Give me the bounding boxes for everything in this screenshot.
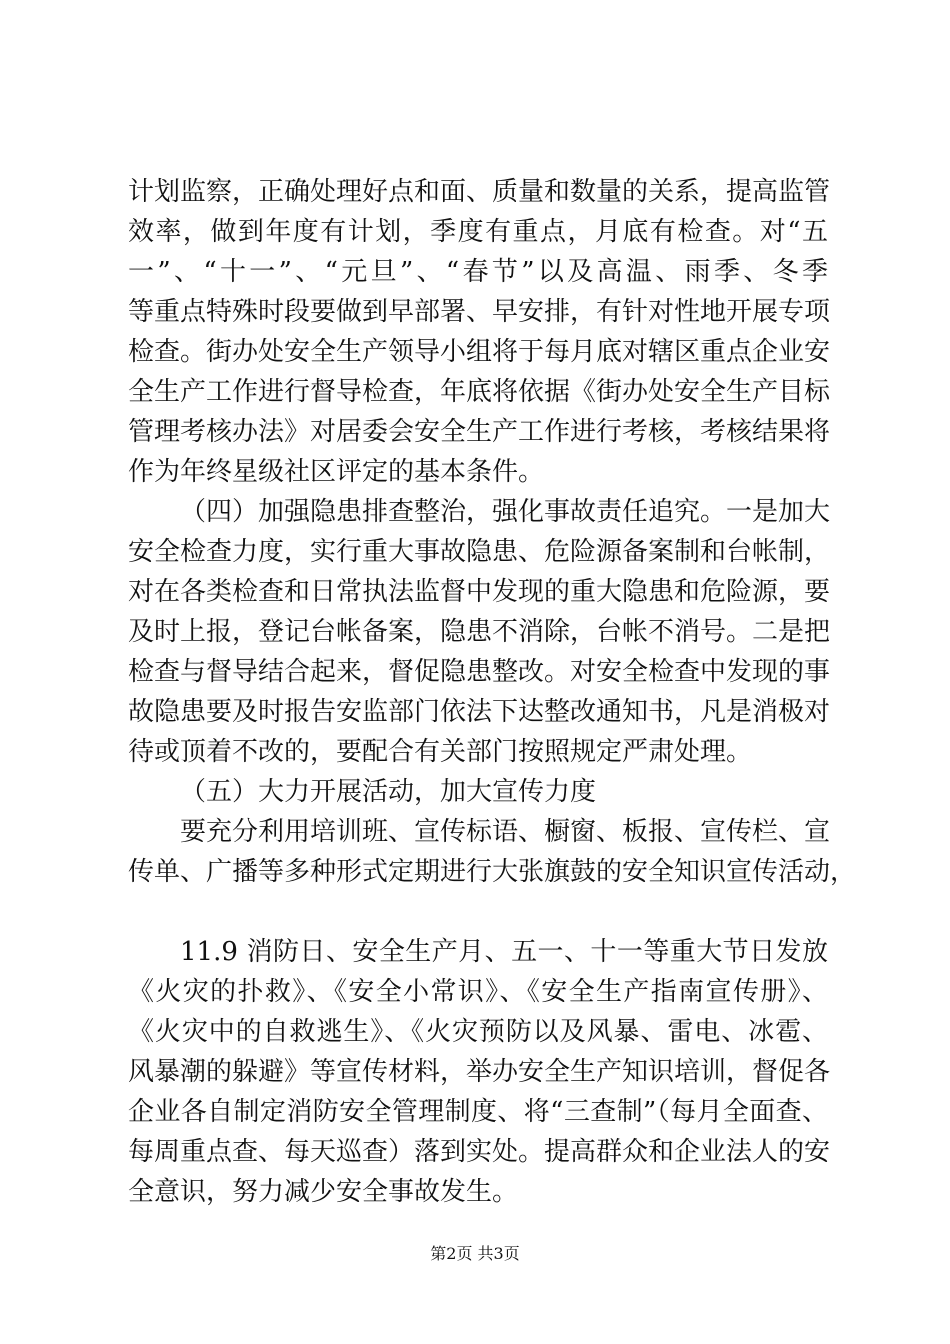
text-line: 11.9 消防日、安全生产月、五一、十一等重大节日发放 — [180, 937, 828, 967]
text-line: 全生产工作进行督导检查，年底将依据《街办处安全生产目标 — [128, 377, 831, 407]
text-line: 及时上报，登记台帐备案，隐患不消除，台帐不消号。二是把 — [128, 617, 831, 647]
text-line: 管理考核办法》对居委会安全生产工作进行考核，考核结果将 — [128, 417, 831, 447]
text-line: 每周重点查、每天巡查）落到实处。提高群众和企业法人的安 — [128, 1137, 831, 1167]
text-line: 待或顶着不改的，要配合有关部门按照规定严肃处理。 — [128, 737, 753, 767]
text-line: 《火灾中的自救逃生》、《火灾预防以及风暴、雷电、冰雹、 — [128, 1017, 828, 1047]
text-line: 等重点特殊时段要做到早部署、早安排，有针对性地开展专项 — [128, 297, 831, 327]
text-line: 计划监察，正确处理好点和面、质量和数量的关系，提高监管 — [128, 177, 831, 207]
text-line: 一”、“十一”、“元旦”、“春节”以及高温、雨季、冬季 — [128, 257, 828, 287]
text-line: 对在各类检查和日常执法监督中发现的重大隐患和危险源，要 — [128, 577, 831, 607]
text-line: 故隐患要及时报告安监部门依法下达整改通知书，凡是消极对 — [128, 697, 831, 727]
text-line: 检查。街办处安全生产领导小组将于每月底对辖区重点企业安 — [128, 337, 831, 367]
text-line: 风暴潮的躲避》等宣传材料，举办安全生产知识培训，督促各 — [128, 1057, 831, 1087]
text-line: 检查与督导结合起来，督促隐患整改。对安全检查中发现的事 — [128, 657, 831, 687]
text-line: 效率，做到年度有计划，季度有重点，月底有检查。对“五 — [128, 217, 828, 247]
section-heading-5: （五）大力开展活动，加大宣传力度 — [180, 777, 597, 807]
text-line: 《火灾的扑救》、《安全小常识》、《安全生产指南宣传册》、 — [128, 977, 828, 1007]
text-line: 传单、广播等多种形式定期进行大张旗鼓的安全知识宣传活动， — [128, 857, 857, 887]
text-line: 安全检查力度，实行重大事故隐患、危险源备案制和台帐制， — [128, 537, 831, 567]
text-line: 企业各自制定消防安全管理制度、将“三查制”（每月全面查、 — [128, 1097, 828, 1127]
section-heading-4: （四）加强隐患排查整治，强化事故责任追究。一是加大 — [180, 497, 831, 527]
text-line: 作为年终星级社区评定的基本条件。 — [128, 457, 545, 487]
text-line: 全意识，努力减少安全事故发生。 — [128, 1177, 519, 1207]
page-footer: 第2页 共3页 — [430, 1244, 520, 1263]
text-line: 要充分利用培训班、宣传标语、橱窗、板报、宣传栏、宣 — [180, 817, 831, 847]
